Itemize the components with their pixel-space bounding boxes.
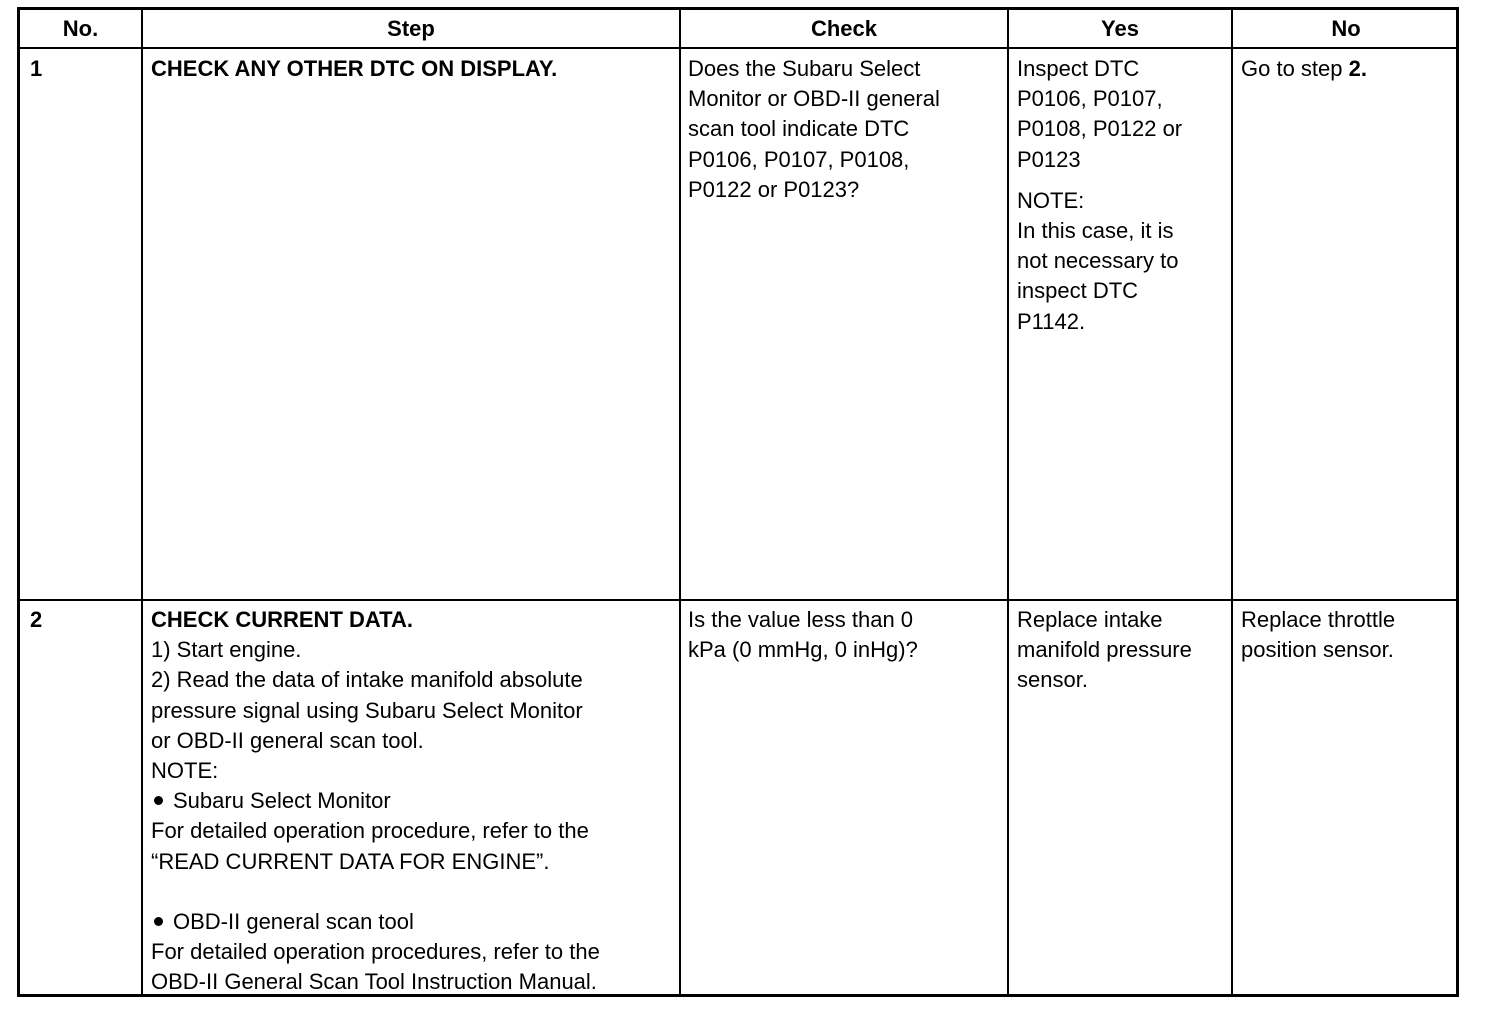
row2-check	[688, 605, 918, 665]
header-no: No.	[62, 16, 99, 41]
bullet-icon	[154, 796, 163, 805]
row2-step-line: 1) Start engine.	[151, 637, 302, 663]
diagnostic-table	[17, 7, 1459, 997]
row1-yes-line: P0106, P0107,	[1017, 86, 1163, 112]
row1-yes-line: P0108, P0122 or	[1017, 116, 1183, 142]
row1-number: 1	[30, 56, 43, 81]
row1-check	[688, 54, 940, 205]
row2-step-line: pressure signal using Subaru Select Monitor	[151, 697, 583, 723]
row1-no-step: 2.	[1348, 56, 1367, 81]
row2-no-line: Replace throttle	[1241, 607, 1396, 632]
row2-bullet2-line: For detailed operation procedures, refer to the	[151, 939, 600, 965]
row1-step-title: CHECK ANY OTHER DTC ON DISPLAY.	[151, 56, 558, 81]
header-step: Step	[387, 16, 435, 41]
row2-yes	[1017, 605, 1192, 696]
row2-step-line: or OBD-II general scan tool.	[151, 727, 424, 753]
row1-yes-note-label: NOTE:	[1017, 187, 1085, 213]
row2-check-line: Is the value less than 0	[688, 607, 914, 632]
row2-bullet1-line: For detailed operation procedure, refer to the	[151, 818, 589, 844]
row1-yes-note-line: inspect DTC	[1017, 278, 1139, 304]
header-check: Check	[810, 16, 878, 41]
row1-check-line: P0106, P0107, P0108,	[688, 146, 910, 172]
row2-bullet2-text: OBD-II general scan tool	[173, 908, 414, 934]
row1-no-text	[1241, 54, 1367, 84]
row2-bullet1-text: Subaru Select Monitor	[173, 788, 391, 814]
row1-yes-line: Inspect DTC	[1017, 56, 1140, 81]
row1-yes-line: P0123	[1017, 146, 1081, 172]
row1-check-line: Does the Subaru Select	[688, 56, 921, 81]
row1-yes-note-line: not necessary to	[1017, 248, 1179, 274]
row1-no	[1241, 54, 1367, 84]
spacer	[151, 877, 600, 907]
row2-step	[151, 605, 600, 997]
row2-note-label: NOTE:	[151, 758, 219, 784]
row2-bullet-item	[151, 786, 600, 816]
row2-bullet2-line: OBD-II General Scan Tool Instruction Manual.	[151, 969, 597, 995]
row1-check-line: Monitor or OBD-II general	[688, 86, 940, 112]
row1-yes-note-line: P1142.	[1017, 308, 1086, 334]
row1-check-line: P0122 or P0123?	[688, 176, 860, 202]
row2-yes-line: manifold pressure	[1017, 637, 1192, 663]
column-divider	[1007, 10, 1009, 994]
column-divider	[141, 10, 143, 994]
row2-step-line: 2) Read the data of intake manifold absolute	[151, 667, 583, 693]
row2-bullet-item	[151, 907, 600, 937]
row1-check-line: scan tool indicate DTC	[688, 116, 910, 142]
row1-yes-note-line: In this case, it is	[1017, 218, 1174, 244]
bullet-icon	[154, 917, 163, 926]
header-yes: Yes	[1101, 16, 1139, 41]
row2-step-title: CHECK CURRENT DATA.	[151, 607, 413, 632]
row2-no-line: position sensor.	[1241, 637, 1394, 663]
row1-no-prefix: Go to step	[1241, 56, 1349, 81]
row2-no	[1241, 605, 1395, 665]
row2-check-line: kPa (0 mmHg, 0 inHg)?	[688, 637, 918, 663]
row2-number: 2	[30, 607, 43, 632]
row2-bullet1-line: “READ CURRENT DATA FOR ENGINE”.	[151, 848, 550, 874]
row1-yes	[1017, 54, 1182, 337]
column-divider	[679, 10, 681, 994]
row2-yes-line: sensor.	[1017, 667, 1088, 693]
row-divider	[20, 599, 1456, 601]
column-divider	[1231, 10, 1233, 994]
row2-yes-line: Replace intake	[1017, 607, 1163, 632]
header-no-result: No	[1331, 16, 1361, 41]
